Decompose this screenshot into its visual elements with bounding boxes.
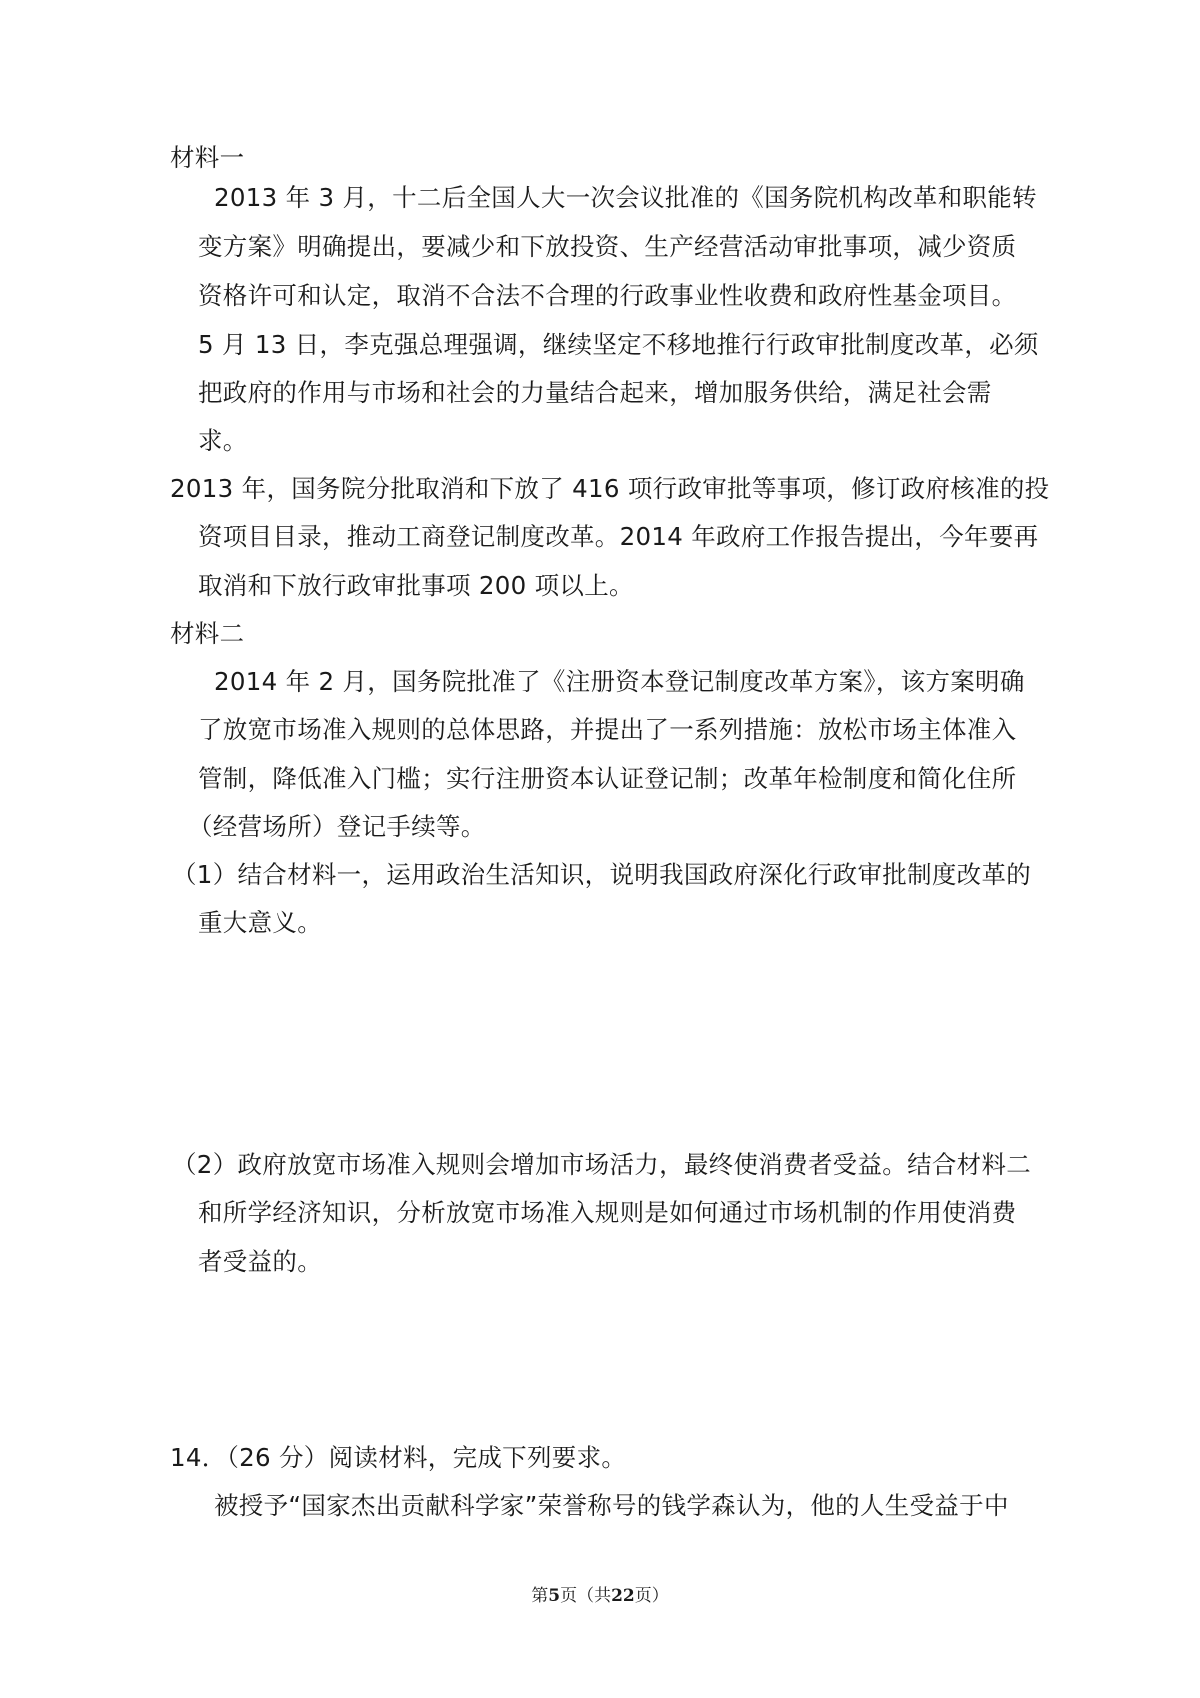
question2-line3: 者受益的。 <box>198 1247 322 1276</box>
question1-line2: 重大意义。 <box>198 908 322 937</box>
material1-para1-line6: 求。 <box>198 426 248 455</box>
material1-para2-line3: 取消和下放行政审批事项 200 项以上。 <box>198 571 634 600</box>
question14-title: 14．（26 分）阅读材料，完成下列要求。 <box>170 1443 627 1472</box>
page-footer <box>0 1585 1200 1607</box>
material2-para1-line4: （经营场所）登记手续等。 <box>188 812 486 841</box>
material1-para1-line1: 2013 年 3 月，十二后全国人大一次会议批准的《国务院机构改革和职能转 <box>214 183 1037 212</box>
material1-para1-line2: 变方案》明确提出，要减少和下放投资、生产经营活动审批事项，减少资质 <box>198 232 1017 261</box>
material1-para1-line4: 5 月 13 日，李克强总理强调，继续坚定不移地推行行政审批制度改革，必须 <box>198 330 1039 359</box>
material1-para2-line1: 2013 年，国务院分批取消和下放了 416 项行政审批等事项，修订政府核准的投 <box>170 474 1050 503</box>
footer-total-pages: 22 <box>611 1586 635 1606</box>
material1-heading: 材料一 <box>170 143 245 172</box>
material2-para1-line1: 2014 年 2 月，国务院批准了《注册资本登记制度改革方案》，该方案明确 <box>214 667 1025 696</box>
footer-suffix: 页） <box>634 1586 669 1606</box>
footer-middle: 页（共 <box>560 1586 612 1606</box>
material2-para1-line2: 了放宽市场准入规则的总体思路，并提出了一系列措施：放松市场主体准入 <box>198 715 1017 744</box>
material2-para1-line3: 管制，降低准入门槛；实行注册资本认证登记制；改革年检制度和简化住所 <box>198 764 1017 793</box>
material1-para2-line2: 资项目目录，推动工商登记制度改革。2014 年政府工作报告提出，今年要再 <box>198 522 1039 551</box>
footer-prefix: 第 <box>531 1586 549 1606</box>
material1-para1-line5: 把政府的作用与市场和社会的力量结合起来，增加服务供给，满足社会需 <box>198 378 992 407</box>
material2-heading: 材料二 <box>170 619 245 648</box>
question2-line2: 和所学经济知识，分析放宽市场准入规则是如何通过市场机制的作用使消费 <box>198 1198 1017 1227</box>
footer-page-number: 5 <box>548 1586 561 1606</box>
question14-text: 被授予“国家杰出贡献科学家”荣誉称号的钱学森认为，他的人生受益于中 <box>214 1491 1009 1520</box>
material1-para1-line3: 资格许可和认定，取消不合法不合理的行政事业性收费和政府性基金项目。 <box>198 281 1017 310</box>
question2-line1: （2）政府放宽市场准入规则会增加市场活力，最终使消费者受益。结合材料二 <box>172 1150 1032 1179</box>
question1-line1: （1）结合材料一，运用政治生活知识，说明我国政府深化行政审批制度改革的 <box>172 860 1032 889</box>
